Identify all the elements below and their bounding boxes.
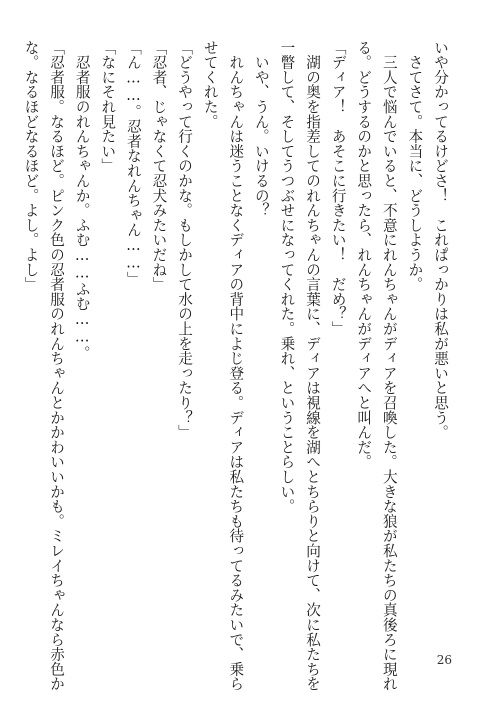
text-line: 三人で悩んでいると、不意にれんちゃんがディアを召喚した。大きな狼が私たちの真後ろに現れ [380,40,398,692]
text-line: 「ん……。忍者なれんちゃん……」 [124,40,142,287]
text-line: れんちゃんは迷うことなくディアの背中によじ登る。ディアは私たちも待ってるみたいで、乗ら [227,40,245,692]
text-line: 「どうやって行くのかな。もしかして水の上を走ったり？」 [176,40,194,440]
text-line: 湖の奥を指差してのれんちゃんの言葉に、ディアは視線を湖へとちらりと向けて、次に私たちを [304,40,322,692]
text-line: いや分かってるけどさ！ これぱっかりは私が悪いと思う。 [432,40,449,440]
text-line: いや、うん。いけるの？ [252,40,270,218]
text-line: 「なにそれ見たい」 [99,40,117,174]
text-line: 一瞥して、そしてうつぶせになってくれた。乗れ、ということらしい。 [278,40,296,514]
text-line: せてくれた。 [201,40,219,129]
text-line: 「忍者、じゃなくて忍犬みたいだね」 [150,40,168,292]
text-line: る。どうするのかと思ったら、れんちゃんがディアへと叫んだ。 [355,40,373,470]
text-line: 「忍者服。なるほど。ピンク色の忍者服のれんちゃんとかかわいいかも。ミレイちゃんなら赤色か [48,40,66,692]
page-number: 26 [436,653,452,667]
text-line: さてさて。本当に、どうしようか。 [406,40,424,292]
text-line: な。なるほどなるほど。よし。よし」 [22,40,40,292]
text-line: 「ディア！ あそこに行きたい！ だめ？」 [329,40,347,336]
text-line: 忍者服のれんちゃんか。ふむ……ふむ……。 [73,40,91,361]
